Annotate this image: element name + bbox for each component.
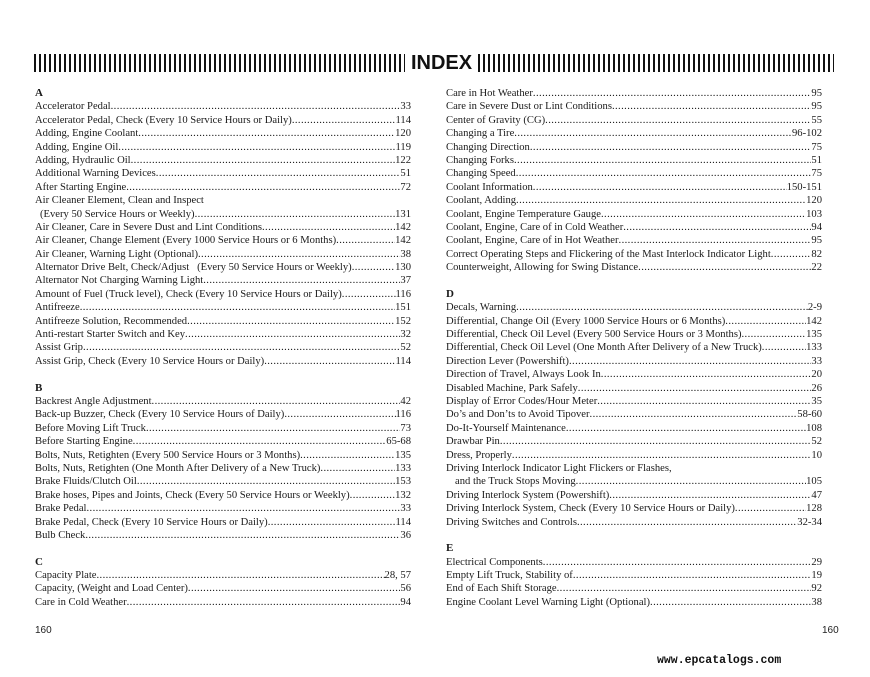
entry-page: 116 (395, 409, 411, 421)
dot-leader (514, 127, 792, 140)
index-entry (446, 596, 822, 609)
entry-page: 131 (395, 208, 411, 220)
entry-page: 22 (811, 262, 822, 274)
entry-topic: Counterweight, Allowing for Swing Distance (446, 262, 639, 274)
index-entry (446, 502, 822, 515)
entry-topic: Air Cleaner, Care in Severe Dust and Lint Conditions (35, 221, 262, 233)
entry-topic: (Every 50 Service Hours or Weekly) (40, 208, 195, 220)
index-section (35, 87, 411, 368)
index-entry (35, 194, 411, 207)
dot-leader (516, 167, 812, 180)
index-entry (35, 288, 411, 301)
entry-topic: Capacity, (Weight and Load Center) (35, 583, 188, 595)
index-entry (35, 141, 411, 154)
index-entry (35, 355, 411, 368)
index-entry (35, 167, 411, 180)
entry-topic: Changing a Tire (446, 128, 515, 140)
index-section (446, 288, 822, 529)
dot-leader (198, 248, 400, 261)
entry-topic: Coolant, Engine, Care of in Cold Weather (446, 221, 624, 233)
entry-page: 19 (811, 570, 822, 582)
index-entry (35, 328, 411, 341)
index-entry (35, 569, 411, 582)
entry-page: 95 (811, 235, 822, 247)
entry-page: 103 (806, 208, 822, 220)
dot-leader (83, 341, 400, 354)
entry-page: 135 (806, 329, 822, 341)
entry-page: 20 (811, 369, 822, 381)
entry-topic: Direction of Travel, Always Look In (446, 369, 601, 381)
dot-leader (137, 475, 395, 488)
index-section (35, 556, 411, 610)
dot-leader (612, 100, 811, 113)
entry-page: 32-34 (797, 516, 822, 528)
index-entry (35, 408, 411, 421)
index-entry (446, 582, 822, 595)
entry-page: 52 (400, 342, 411, 354)
entry-page: 65-68 (386, 436, 411, 448)
entry-topic: Care in Cold Weather (35, 596, 127, 608)
entry-topic: Adding, Hydraulic Oil (35, 154, 131, 166)
dot-leader (336, 234, 395, 247)
entry-page: 47 (811, 489, 822, 501)
index-entry (446, 328, 822, 341)
dot-leader (342, 288, 396, 301)
index-entry (446, 355, 822, 368)
header-bars-right (478, 54, 834, 72)
dot-leader (650, 596, 811, 609)
entry-topic: Empty Lift Truck, Stability of (446, 570, 573, 582)
index-entry (35, 582, 411, 595)
entry-topic: Driving Interlock System, Check (Every 10 Service Hours or Daily) (446, 503, 735, 515)
dot-leader (638, 261, 811, 274)
entry-page: 28, 57 (384, 570, 411, 582)
entry-page: 132 (395, 489, 411, 501)
dot-leader (512, 449, 812, 462)
entry-topic: Display of Error Codes/Hour Meter (446, 395, 598, 407)
entry-page: 151 (395, 302, 411, 314)
dot-leader (514, 154, 811, 167)
entry-page: 38 (400, 248, 411, 260)
entry-topic: Bolts, Nuts, Retighten (One Month After Delivery of a New Truck) (35, 462, 321, 474)
entry-topic: Do-It-Yourself Maintenance (446, 422, 566, 434)
index-column-right (446, 87, 822, 623)
index-entry (446, 449, 822, 462)
dot-leader (735, 502, 806, 515)
index-header (34, 52, 834, 74)
dot-leader (545, 114, 811, 127)
dot-leader (609, 489, 811, 502)
index-entry (446, 141, 822, 154)
entry-page: 26 (811, 382, 822, 394)
entry-page: 75 (811, 168, 822, 180)
index-entry (446, 462, 822, 475)
index-entry (35, 475, 411, 488)
dot-leader (146, 422, 400, 435)
dot-leader (569, 355, 811, 368)
dot-leader (195, 208, 396, 221)
entry-page: 120 (395, 128, 411, 140)
entry-page: 116 (395, 288, 411, 300)
dot-leader (185, 328, 400, 341)
page-title: INDEX (410, 52, 473, 74)
entry-page: 33 (811, 355, 822, 367)
index-entry (446, 261, 822, 274)
dot-leader (352, 261, 395, 274)
section-letter: E (446, 542, 454, 555)
index-entry (35, 127, 411, 140)
entry-page: 96-102 (791, 128, 822, 140)
dot-leader (138, 127, 395, 140)
dot-leader (601, 208, 806, 221)
entry-topic: Do’s and Don’ts to Avoid Tipover (446, 409, 590, 421)
entry-page: 29 (811, 556, 822, 568)
index-entry (446, 127, 822, 140)
dot-leader (566, 422, 806, 435)
entry-topic: Differential, Check Oil Level (One Month After Delivery of a New Truck) (446, 342, 762, 354)
entry-topic: Anti-restart Starter Switch and Key (35, 329, 186, 341)
entry-page: 152 (395, 315, 411, 327)
dot-leader (131, 154, 395, 167)
entry-topic: Amount of Fuel (Truck level), Check (Every 10 Service Hours or Daily) (35, 288, 342, 300)
entry-topic: Changing Forks (446, 154, 514, 166)
entry-topic: and the Truck Stops Moving (455, 476, 576, 488)
entry-topic: Capacity Plate (35, 570, 97, 582)
dot-leader (741, 328, 806, 341)
entry-page: 130 (395, 262, 411, 274)
entry-page: 105 (806, 476, 822, 488)
entry-page: 142 (395, 221, 411, 233)
index-entry (446, 408, 822, 421)
dot-leader (268, 516, 396, 529)
entry-topic: Brake hoses, Pipes and Joints, Check (Every 50 Service Hours or Weekly) (35, 489, 350, 501)
dot-leader (590, 408, 798, 421)
index-entry (35, 301, 411, 314)
index-entry (446, 208, 822, 221)
dot-leader (762, 341, 806, 354)
entry-topic: Brake Pedal (35, 503, 87, 515)
section-letter: D (446, 287, 454, 300)
index-section (446, 542, 822, 609)
index-entry (446, 475, 822, 488)
entry-topic: Engine Coolant Level Warning Light (Optional) (446, 596, 651, 608)
entry-topic: Air Cleaner, Warning Light (Optional) (35, 248, 198, 260)
entry-page: 114 (395, 114, 411, 126)
entry-page: 133 (806, 342, 822, 354)
page-number-right: 160 (822, 625, 839, 636)
entry-page: 75 (811, 141, 822, 153)
dot-leader (85, 529, 400, 542)
entry-topic: Assist Grip (35, 342, 83, 354)
dot-leader (516, 301, 808, 314)
dot-leader (516, 194, 806, 207)
entry-page: 51 (400, 168, 411, 180)
dot-leader (152, 395, 401, 408)
entry-page: 52 (811, 436, 822, 448)
index-entry (446, 234, 822, 247)
entry-page: 135 (395, 449, 411, 461)
entry-topic: Alternator Not Charging Warning Light (35, 275, 204, 287)
dot-leader (543, 556, 812, 569)
dot-leader (725, 315, 806, 328)
index-entry (35, 435, 411, 448)
entry-page: 33 (400, 503, 411, 515)
entry-topic: Care in Hot Weather (446, 88, 533, 99)
entry-topic: Additional Warning Devices (35, 168, 156, 180)
entry-topic: Drawbar Pin (446, 436, 500, 448)
entry-page: 42 (400, 395, 411, 407)
dot-leader (156, 167, 401, 180)
entry-topic: Coolant, Engine Temperature Gauge (446, 208, 601, 220)
entry-page: 82 (811, 248, 822, 260)
entry-topic: Antifreeze (35, 302, 80, 314)
dot-leader (557, 582, 812, 595)
entry-topic: Coolant Information (446, 181, 533, 193)
index-section (35, 382, 411, 543)
index-entry (446, 435, 822, 448)
index-entry (446, 194, 822, 207)
entry-topic: Assist Grip, Check (Every 10 Service Hours or Daily) (35, 355, 265, 367)
entry-topic: Backrest Angle Adjustment (35, 395, 152, 407)
dot-leader (530, 141, 812, 154)
dot-leader (573, 569, 812, 582)
entry-topic: Accelerator Pedal, Check (Every 10 Service Hours or Daily) (35, 114, 292, 126)
entry-page: 95 (811, 101, 822, 113)
entry-topic: Center of Gravity (CG) (446, 114, 546, 126)
entry-topic: Air Cleaner, Change Element (Every 1000 Service Hours or 6 Months) (35, 235, 337, 247)
entry-page: 92 (811, 583, 822, 595)
dot-leader (292, 114, 396, 127)
index-entry (35, 208, 411, 221)
index-entry (35, 221, 411, 234)
entry-topic: End of Each Shift Storage (446, 583, 557, 595)
watermark: www.epcatalogs.com (657, 654, 782, 667)
entry-topic: Changing Speed (446, 168, 516, 180)
entry-page: 58-60 (797, 409, 822, 421)
dot-leader (284, 408, 395, 421)
entry-topic: Bulb Check (35, 529, 86, 541)
entry-topic: Before Moving Lift Truck (35, 422, 146, 434)
index-entry (446, 395, 822, 408)
entry-page: 122 (395, 154, 411, 166)
dot-leader (320, 462, 395, 475)
entry-topic: Adding, Engine Oil (35, 141, 119, 153)
entry-page: 73 (400, 422, 411, 434)
index-entry (446, 181, 822, 194)
entry-topic: Driving Switches and Controls (446, 516, 577, 528)
entry-topic: Brake Pedal, Check (Every 10 Service Hours or Daily) (35, 516, 268, 528)
entry-topic: Brake Fluids/Clutch Oil (35, 476, 137, 488)
index-entry (35, 422, 411, 435)
entry-page: 36 (400, 529, 411, 541)
entry-page: 32 (400, 329, 411, 341)
index-entry (35, 234, 411, 247)
entry-page: 10 (811, 449, 822, 461)
entry-page: 114 (395, 355, 411, 367)
entry-topic: Direction Lever (Powershift) (446, 355, 569, 367)
index-section (446, 87, 822, 274)
index-entry (446, 569, 822, 582)
entry-topic: Correct Operating Steps and Flickering of the Mast Interlock Indicator Light (446, 248, 771, 260)
index-column-left (35, 87, 411, 623)
entry-page: 72 (400, 181, 411, 193)
entry-topic: Before Starting Engine (35, 436, 133, 448)
index-entry (35, 341, 411, 354)
dot-leader (577, 516, 797, 529)
index-entry (35, 449, 411, 462)
entry-topic: Alternator Drive Belt, Check/Adjust (Every 50 Service Hours or Weekly) (35, 262, 352, 274)
index-entry (35, 489, 411, 502)
entry-topic: Back-up Buzzer, Check (Every 10 Service Hours of Daily) (35, 409, 285, 421)
entry-topic: Differential, Change Oil (Every 1000 Service Hours or 6 Months) (446, 315, 726, 327)
entry-page: 142 (395, 235, 411, 247)
entry-topic: Care in Severe Dust or Lint Conditions (446, 101, 612, 113)
entry-page: 153 (395, 476, 411, 488)
index-entry (446, 100, 822, 113)
entry-topic: Changing Direction (446, 141, 530, 153)
dot-leader (126, 181, 400, 194)
index-entry (35, 462, 411, 475)
index-entry (446, 341, 822, 354)
entry-topic: Air Cleaner Element, Clean and Inspect (35, 195, 204, 207)
dot-leader (576, 475, 806, 488)
entry-topic: Dress, Properly (446, 449, 512, 461)
index-entry (35, 274, 411, 287)
dot-leader (86, 502, 400, 515)
index-entry (446, 489, 822, 502)
index-entry (35, 529, 411, 542)
dot-leader (96, 569, 384, 582)
entry-page: 51 (811, 154, 822, 166)
entry-topic: Driving Interlock System (Powershift) (446, 489, 610, 501)
entry-page: 37 (400, 275, 411, 287)
dot-leader (533, 181, 787, 194)
dot-leader (578, 382, 812, 395)
index-entry (35, 261, 411, 274)
dot-leader (350, 489, 395, 502)
dot-leader (118, 141, 395, 154)
entry-page: 35 (811, 395, 822, 407)
index-entry (446, 87, 822, 100)
dot-leader (623, 221, 811, 234)
index-entry (35, 596, 411, 609)
entry-page: 56 (400, 583, 411, 595)
index-entry (35, 502, 411, 515)
section-letter: A (35, 87, 43, 99)
dot-leader (619, 234, 812, 247)
index-entry (35, 154, 411, 167)
entry-topic: Antifreeze Solution, Recommended (35, 315, 188, 327)
index-entry (446, 368, 822, 381)
index-entry (35, 114, 411, 127)
dot-leader (203, 274, 400, 287)
page-number-left: 160 (35, 625, 52, 636)
entry-topic: Coolant, Adding (446, 195, 517, 207)
index-entry (35, 248, 411, 261)
entry-page: 33 (400, 101, 411, 113)
dot-leader (264, 355, 395, 368)
entry-page: 2-9 (807, 302, 822, 314)
index-entry (446, 382, 822, 395)
index-entry (446, 422, 822, 435)
entry-page: 128 (806, 503, 822, 515)
entry-page: 38 (811, 596, 822, 608)
index-entry (446, 315, 822, 328)
index-entry (35, 395, 411, 408)
section-letter: C (35, 555, 43, 568)
index-entry (446, 556, 822, 569)
entry-page: 94 (400, 596, 411, 608)
dot-leader (127, 596, 401, 609)
index-entry (446, 248, 822, 261)
index-entry (446, 167, 822, 180)
section-letter: B (35, 381, 43, 394)
entry-page: 94 (811, 221, 822, 233)
entry-topic: Driving Interlock Indicator Light Flickers or Flashes, (446, 462, 672, 474)
entry-topic: Coolant, Engine, Care of in Hot Weather (446, 235, 619, 247)
entry-page: 120 (806, 195, 822, 207)
entry-page: 119 (395, 141, 411, 153)
header-bars-left (34, 54, 405, 72)
entry-topic: Decals, Warning (446, 302, 517, 314)
entry-page: 114 (395, 516, 411, 528)
index-entry (446, 301, 822, 314)
dot-leader (262, 221, 395, 234)
index-entry (35, 181, 411, 194)
entry-topic: Differential, Check Oil Level (Every 500 Service Hours or 3 Months) (446, 329, 742, 341)
entry-page: 150-151 (786, 181, 822, 193)
entry-page: 133 (395, 462, 411, 474)
entry-page: 95 (811, 88, 822, 99)
index-entry (35, 100, 411, 113)
index-entry (446, 221, 822, 234)
entry-page: 108 (806, 422, 822, 434)
index-entry (446, 114, 822, 127)
entry-topic: Electrical Components (446, 556, 543, 568)
dot-leader (300, 449, 395, 462)
dot-leader (111, 100, 401, 113)
dot-leader (133, 435, 387, 448)
index-entry (35, 516, 411, 529)
entry-topic: Adding, Engine Coolant (35, 128, 139, 140)
entry-topic: Disabled Machine, Park Safely (446, 382, 578, 394)
entry-topic: Bolts, Nuts, Retighten (Every 500 Service Hours or 3 Months) (35, 449, 301, 461)
entry-topic: After Starting Engine (35, 181, 127, 193)
dot-leader (80, 301, 395, 314)
entry-page: 142 (806, 315, 822, 327)
dot-leader (771, 248, 812, 261)
index-entry (446, 516, 822, 529)
dot-leader (187, 315, 395, 328)
index-entry (446, 154, 822, 167)
index-entry (35, 315, 411, 328)
entry-page: 55 (811, 114, 822, 126)
dot-leader (597, 395, 811, 408)
dot-leader (533, 87, 811, 100)
entry-topic: Accelerator Pedal (35, 101, 111, 113)
dot-leader (601, 368, 812, 381)
dot-leader (188, 582, 401, 595)
dot-leader (500, 435, 812, 448)
